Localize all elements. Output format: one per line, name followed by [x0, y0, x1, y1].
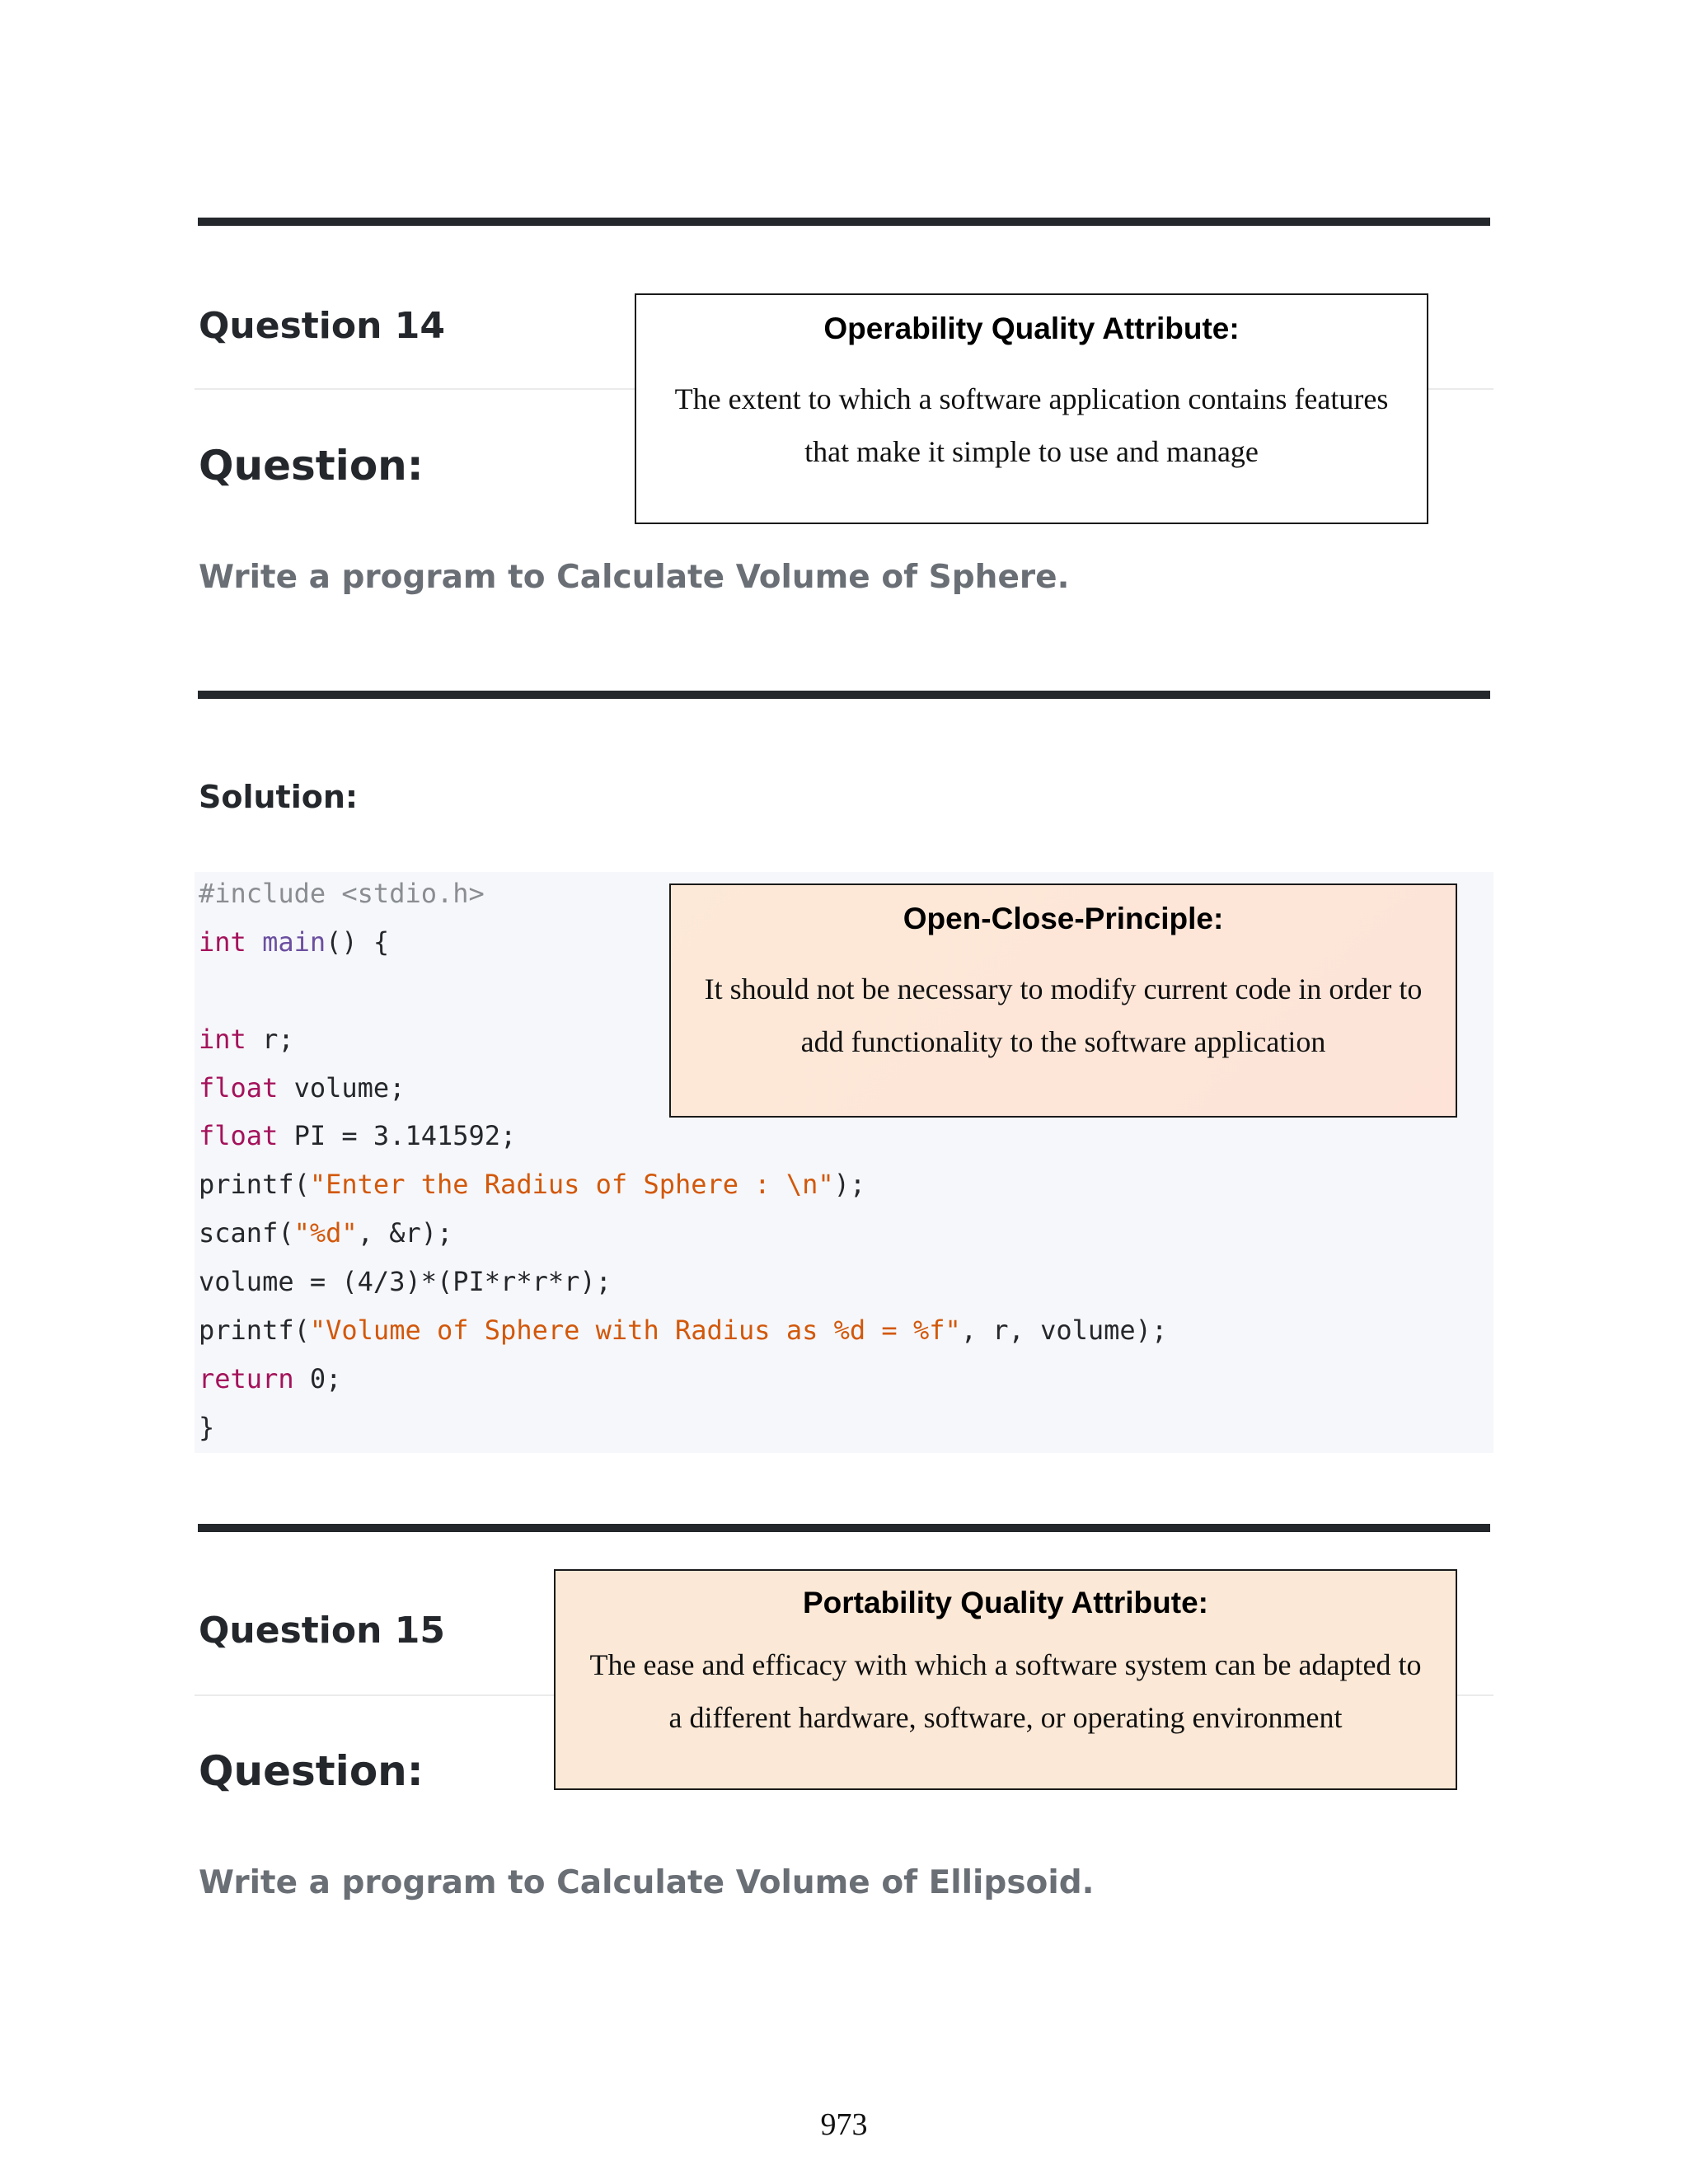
code-string: "Enter the Radius of Sphere : \n": [309, 1169, 834, 1201]
code-line: #include <stdio.h>: [199, 878, 485, 909]
code-text: 0;: [293, 1362, 342, 1394]
code-text: printf(: [199, 1315, 310, 1347]
callout-body: It should not be necessary to modify current code in order to: [704, 972, 1423, 1005]
code-keyword: return: [199, 1362, 294, 1394]
callout-body: The ease and efficacy with which a software system can be adapted to: [589, 1648, 1422, 1681]
code-line: [199, 1306, 1167, 1355]
callout-title: Portability Quality Attribute:: [803, 1586, 1208, 1619]
question-text: Write a program to Calculate Volume of Ellipsoid.: [199, 1864, 1095, 1901]
portability-callout: [554, 1569, 1457, 1790]
code-line: }: [199, 1411, 215, 1443]
operability-callout: [635, 293, 1428, 524]
callout-body: that make it simple to use and manage: [804, 435, 1259, 468]
code-keyword: int: [199, 926, 246, 958]
code-string: "%d": [293, 1217, 358, 1249]
page-number: 973: [820, 2107, 868, 2142]
question-heading: Question 15: [199, 1610, 445, 1652]
code-text: PI = 3.141592;: [278, 1120, 517, 1152]
code-text: , &r);: [357, 1217, 453, 1249]
code-string: "Volume of Sphere with Radius as %d = %f": [309, 1315, 961, 1347]
code-text: r;: [246, 1023, 294, 1055]
question-label: Question:: [199, 442, 424, 490]
code-text: printf(: [199, 1169, 310, 1201]
code-line: [199, 1209, 1167, 1258]
section-divider: [198, 1524, 1490, 1532]
code-keyword: float: [199, 1120, 279, 1152]
section-divider: [198, 218, 1490, 226]
code-keyword: float: [199, 1071, 279, 1104]
question-heading: Question 14: [199, 305, 445, 347]
code-text: , r, volume);: [960, 1315, 1168, 1347]
code-function: main: [262, 926, 326, 958]
code-text: volume;: [278, 1071, 406, 1104]
code-text: );: [833, 1169, 866, 1201]
question-text: Write a program to Calculate Volume of Sphere.: [199, 559, 1070, 596]
code-line: [199, 1160, 1167, 1209]
code-text: () {: [326, 926, 390, 958]
code-line: volume = (4/3)*(PI*r*r*r);: [199, 1266, 612, 1298]
callout-title: Open-Close-Principle:: [903, 902, 1224, 935]
code-line: [199, 1355, 1167, 1404]
question-label: Question:: [199, 1747, 424, 1795]
code-line: [199, 1112, 1167, 1160]
open-close-callout: [669, 883, 1457, 1118]
code-text: scanf(: [199, 1217, 294, 1249]
code-keyword: int: [199, 1023, 246, 1055]
callout-body: add functionality to the software application: [800, 1025, 1326, 1058]
callout-title: Operability Quality Attribute:: [823, 312, 1240, 345]
callout-body: a different hardware, software, or operating environment: [668, 1701, 1343, 1734]
callout-body: The extent to which a software application contains features: [674, 382, 1389, 415]
solution-label: Solution:: [199, 779, 359, 815]
section-divider: [198, 691, 1490, 699]
